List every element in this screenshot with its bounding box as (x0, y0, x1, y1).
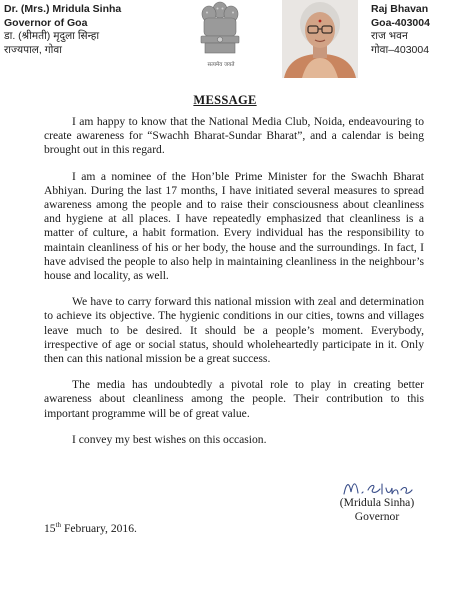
date-day: 15 (44, 521, 56, 535)
office-postal-hindi: गोवा–403004 (371, 43, 430, 56)
date-rest: February, 2016. (61, 521, 137, 535)
governor-portrait (282, 0, 358, 78)
date-suffix: th (55, 521, 62, 529)
signatory-title: Governor (354, 510, 400, 523)
office-name-hindi: राज भवन (371, 30, 408, 42)
governor-name: Dr. (Mrs.) Mridula Sinha (4, 3, 122, 15)
governor-name-hindi: डा. (श्रीमती) मृदुला सिन्हा (4, 30, 100, 42)
paragraph: I am happy to know that the National Media Club, Noida, endeavouring to create awareness for “Swachh Bharat-Sundar Bharat”, and a calendar is being brought out in this regard. (44, 115, 424, 157)
office-name: Raj Bhavan (371, 3, 429, 15)
paragraph: We have to carry forward this national mission with zeal and determination to achieve its objective. The hygienic conditions in our cities, towns and villages leave much to be desired. It should be a people’s moment. Everybody, irrespective of age or social status, should wholeheartedly participate in it. Only then can this national mission be a great success. (44, 295, 424, 366)
letterhead-left (4, 3, 154, 57)
paragraph: The media has undoubtedly a pivotal role to play in creating better awareness about cleanliness among the people. Their contribution to this important programme will be of great value. (44, 378, 424, 420)
office-postal: Goa-403004 (371, 16, 430, 29)
state-emblem-icon (195, 0, 245, 62)
document-title: MESSAGE (193, 93, 257, 107)
governor-title: Governor of Goa (4, 16, 88, 29)
signatory-block (327, 496, 427, 524)
paragraph: I am a nominee of the Hon’ble Prime Minister for the Swachh Bharat Abhiyan. During the last 17 months, I have initiated several measures to spread awareness among the people and to raise their consciousness about cleanliness and hygiene at all places. I have repeatedly emphasized that cleanliness is a matter of culture, a habit formation. Every individual has the responsibility to maintain cleanliness of his or her body, the house and the surroundings. In fact, I have advised the people to also help in maintaining cleanliness in the neighbour’s house and locality, as well. (44, 169, 424, 283)
paragraph: I convey my best wishes on this occasion. (72, 432, 267, 446)
message-body (44, 115, 424, 447)
letterhead-right (371, 3, 449, 57)
letter-date (44, 521, 137, 535)
emblem-motto: सत्यमेव जयते (207, 62, 235, 68)
signatory-name: (Mridula Sinha) (339, 496, 415, 509)
letterhead (0, 0, 450, 86)
governor-title-hindi: राज्यपाल, गोवा (4, 43, 62, 56)
